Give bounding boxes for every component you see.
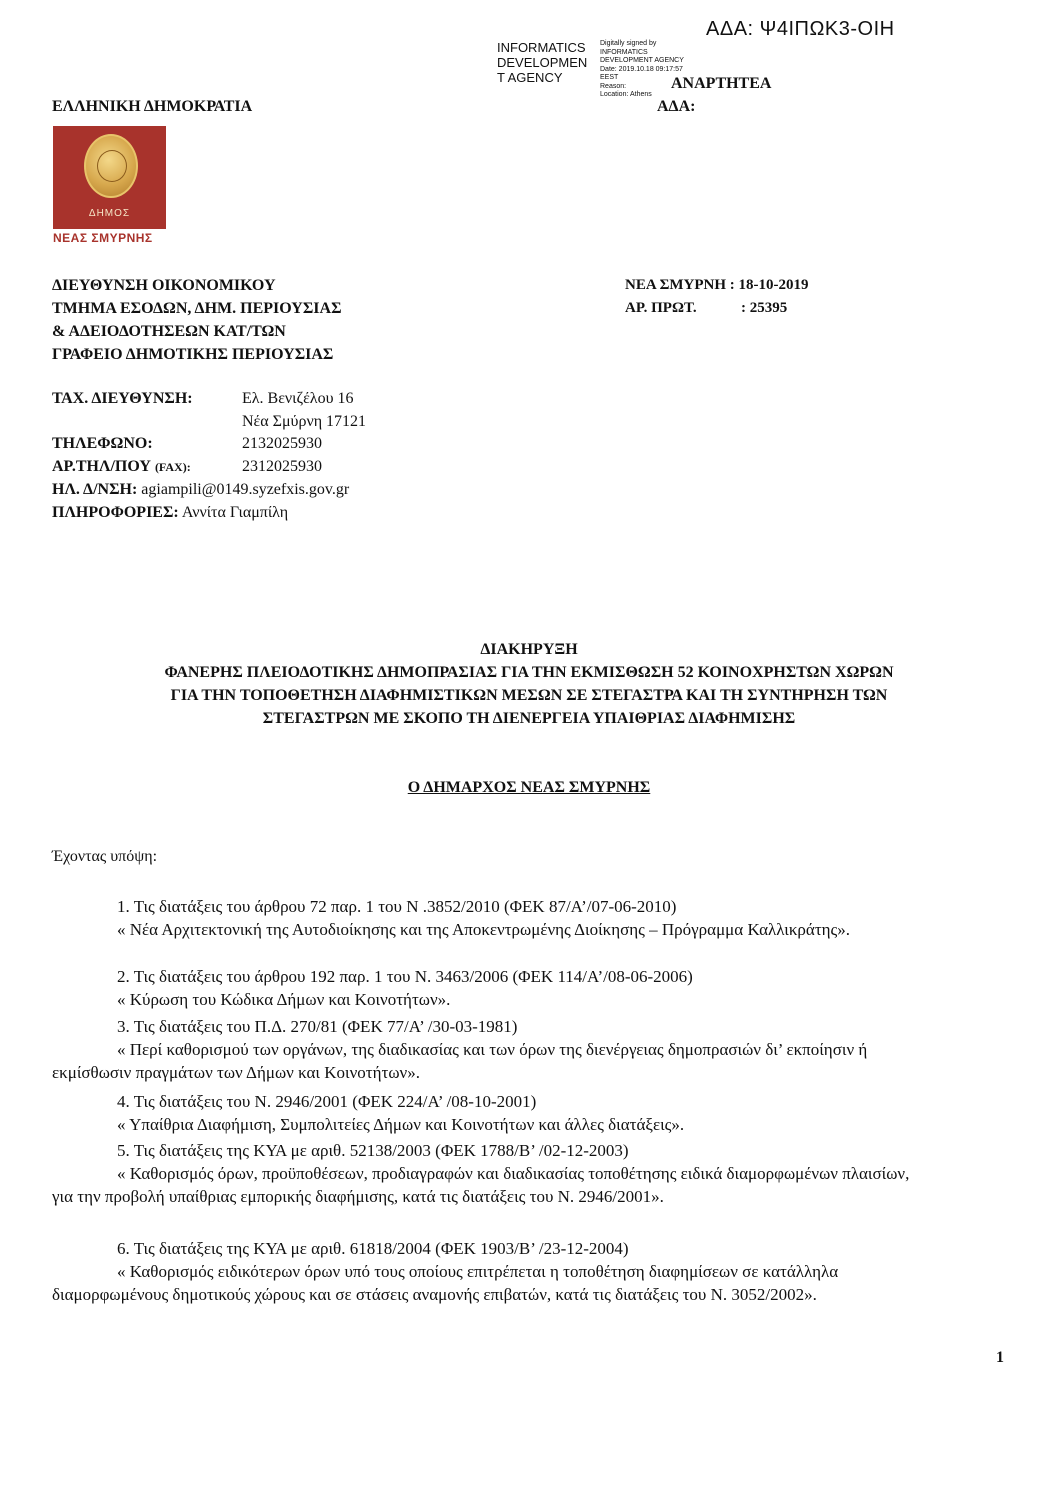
hellenic-republic-heading: ΕΛΛΗΝΙΚΗ ΔΗΜΟΚΡΑΤΙΑ: [52, 98, 253, 115]
document-title: ΔΙΑΚΗΡΥΞΗ: [480, 641, 578, 658]
ada-label: ΑΔΑ:: [657, 98, 696, 115]
document-subtitle-line: ΦΑΝΕΡΗΣ ΠΛΕΙΟΔΟΤΙΚΗΣ ΔΗΜΟΠΡΑΣΙΑΣ ΓΙΑ ΤΗΝ ΕΚΜΙΣΘΩΣΗ 52 ΚΟΙΝΟΧΡΗΣΤΩΝ ΧΩΡΩΝ: [164, 664, 894, 681]
legal-item-quote-text: « Νέα Αρχιτεκτονική της Αυτοδιοίκησης και της Αποκεντρωμένης Διοίκησης – Πρόγραμμα Καλλικράτης».: [117, 920, 851, 939]
page-number: 1: [996, 1349, 1004, 1366]
legal-item-law: 4. Τις διατάξεις του Ν. 2946/2001 (ΦΕΚ 224/Α’ /08-10-2001): [117, 1092, 537, 1111]
signature-name-line: T AGENCY: [497, 70, 563, 85]
protocol-value: : 25395: [741, 300, 788, 316]
phone-value: 2132025930: [242, 435, 322, 452]
logo-emblem-box: [53, 126, 166, 229]
signature-detail-line: Digitally signed by: [600, 40, 657, 47]
address-line: Ελ. Βενιζέλου 16: [242, 390, 354, 407]
address-label: ΤΑΧ. ΔΙΕΥΘΥΝΣΗ:: [52, 390, 193, 407]
legal-item: [52, 1090, 922, 1136]
department-line: & ΑΔΕΙΟΔΟΤΗΣΕΩΝ ΚΑΤ/ΤΩΝ: [52, 323, 286, 340]
signature-name-line: INFORMATICS: [497, 40, 586, 55]
signature-detail-line: Reason:: [600, 82, 627, 90]
legal-item-quote: « Υπαίθρια Διαφήμιση, Συμπολιτείες Δήμων και Κοινοτήτων και άλλες διατάξεις».: [117, 1115, 685, 1134]
coin-relief-icon: [97, 150, 127, 182]
email-value[interactable]: agiampili@0149.syzefxis.gov.gr: [141, 481, 350, 498]
municipality-logo: [53, 126, 166, 250]
legal-item-law: 3. Τις διατάξεις του Π.Δ. 270/81 (ΦΕΚ 77/Α’ /30-03-1981): [117, 1017, 518, 1036]
info-row: [52, 504, 288, 522]
department-line: ΓΡΑΦΕΙΟ ΔΗΜΟΤΙΚΗΣ ΠΕΡΙΟΥΣΙΑΣ: [52, 346, 334, 363]
legal-item-quote: « Κύρωση του Κώδικα Δήμων και Κοινοτήτων».: [117, 990, 451, 1009]
legal-item-law: 1. Τις διατάξεις του άρθρου 72 παρ. 1 του Ν .3852/2010 (ΦΕΚ 87/Α’/07-06-2010): [117, 897, 677, 916]
info-value: Αννίτα Γιαμπίλη: [181, 504, 289, 521]
fax-label: [52, 458, 191, 476]
legal-item-law: 6. Τις διατάξεις της ΚΥΑ με αριθ. 61818/2004 (ΦΕΚ 1903/Β’ /23-12-2004): [117, 1239, 629, 1258]
mayor-heading: Ο ΔΗΜΑΡΧΟΣ ΝΕΑΣ ΣΜΥΡΝΗΣ: [407, 779, 651, 796]
posting-required-label: ΑΝΑΡΤΗΤΕΑ: [671, 75, 772, 92]
ada-code-top: ΑΔΑ: Ψ4ΙΠΩΚ3-ΟΙΗ: [706, 18, 895, 40]
fax-label-main: ΑΡ.ΤΗΛ/ΠΟΥ: [52, 458, 151, 475]
department-line: ΤΜΗΜΑ ΕΣΟΔΩΝ, ΔΗΜ. ΠΕΡΙΟΥΣΙΑΣ: [52, 300, 342, 317]
legal-item: [52, 965, 922, 1011]
protocol-number: [625, 300, 787, 317]
signature-name-line: DEVELOPMEN: [497, 55, 588, 70]
legal-item-law: 5. Τις διατάξεις της ΚΥΑ με αριθ. 52138/2003 (ΦΕΚ 1788/Β’ /02-12-2003): [117, 1141, 629, 1160]
signature-detail-line: EEST: [600, 74, 619, 81]
considering-label: Έχοντας υπόψη:: [52, 848, 158, 865]
logo-dimos-text: ΔΗΜΟΣ: [88, 208, 131, 219]
fax-value: 2312025930: [242, 458, 322, 475]
legal-item-law: 2. Τις διατάξεις του άρθρου 192 παρ. 1 του Ν. 3463/2006 (ΦΕΚ 114/Α’/08-06-2006): [117, 967, 693, 986]
signature-detail-line: DEVELOPMENT AGENCY: [600, 57, 684, 64]
protocol-label: ΑΡ. ΠΡΩΤ.: [625, 300, 697, 316]
logo-municipality-name: ΝΕΑΣ ΣΜΥΡΝΗΣ: [53, 231, 153, 245]
legal-item: [52, 895, 922, 941]
legal-item-quote: « Καθορισμός όρων, προϋποθέσεων, προδιαγραφών και διαδικασίας τοποθέτησης ειδικά διαμορφωμένων πλαισίων, για την προβολή υπαίθριας εμπορικής διαφήμισης, κατά τις διατάξεις του Ν. 2946/2001».: [52, 1164, 910, 1206]
email-label: ΗΛ. Δ/ΝΣΗ:: [52, 481, 138, 498]
signature-detail-line: Date: 2019.10.18 09:17:57: [600, 65, 683, 73]
ancient-coin-icon: [84, 134, 138, 198]
legal-item-quote: « Περί καθορισμού των οργάνων, της διαδικασίας και των όρων της διενέργειας δημοπρασιών δι’ εκποίησιν ή εκμίσθωσιν πραγμάτων των Δήμων και Κοινοτήτων».: [52, 1040, 868, 1082]
email-row: [52, 481, 349, 499]
signature-detail-line: Location: Athens: [600, 91, 652, 98]
phone-label: ΤΗΛΕΦΩΝΟ:: [52, 435, 153, 452]
department-line: ΔΙΕΥΘΥΝΣΗ ΟΙΚΟΝΟΜΙΚΟΥ: [52, 277, 276, 294]
legal-item: [52, 1237, 922, 1306]
address-line: Νέα Σμύρνη 17121: [242, 413, 367, 430]
signature-name: [497, 40, 607, 85]
fax-label-small: (FAX):: [154, 460, 191, 474]
document-subtitle-line: ΣΤΕΓΑΣΤΡΩΝ ΜΕ ΣΚΟΠΟ ΤΗ ΔΙΕΝΕΡΓΕΙΑ ΥΠΑΙΘΡΙΑΣ ΔΙΑΦΗΜΙΣΗΣ: [262, 710, 796, 727]
legal-item: [52, 1015, 922, 1084]
legal-item-quote: « Καθορισμός ειδικότερων όρων υπό τους οποίους επιτρέπεται η τοποθέτηση διαφημίσεων σε κατάλληλα διαμορφωμένους δημοτικούς χώρους και σε στάσεις αναμονής επιβατών, κατά τις διατάξεις του Ν. 3052/2002».: [52, 1262, 839, 1304]
legal-item-quote: [52, 918, 922, 941]
info-label: ΠΛΗΡΟΦΟΡΙΕΣ:: [52, 504, 179, 521]
document-subtitle-line: ΓΙΑ ΤΗΝ ΤΟΠΟΘΕΤΗΣΗ ΔΙΑΦΗΜΙΣΤΙΚΩΝ ΜΕΣΩΝ ΣΕ ΣΤΕΓΑΣΤΡΑ ΚΑΙ ΤΗ ΣΥΝΤΗΡΗΣΗ ΤΩΝ: [170, 687, 888, 704]
city-date: ΝΕΑ ΣΜΥΡΝΗ : 18-10-2019: [625, 277, 809, 293]
legal-item: [52, 1139, 922, 1208]
signature-detail-line: INFORMATICS: [600, 48, 648, 56]
